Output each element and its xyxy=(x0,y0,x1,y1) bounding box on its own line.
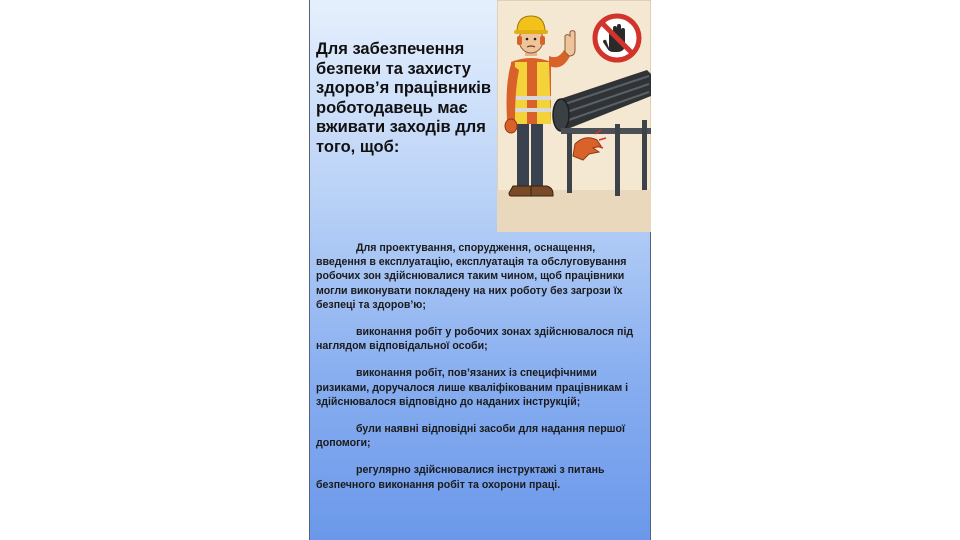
worker-conveyor-illustration xyxy=(497,0,651,232)
measure-item-4: були наявні відповідні засоби для надання першої допомоги; xyxy=(316,423,625,450)
page-heading: Для забезпечення безпеки та захисту здоров’я працівників роботодавець має вживати заходів для того, щоб: xyxy=(316,40,492,156)
measure-item-5: регулярно здійснювалися інструктажі з питань безпечного виконання робіт та охорони праці. xyxy=(316,464,605,491)
measure-item-2: виконання робіт у робочих зонах здійснювалося під наглядом відповідальної особи; xyxy=(316,326,634,353)
measure-item-3: виконання робіт, пов’язаних із специфічними ризиками, доручалося лише кваліфікованим працівникам і здійснювалося відповідно до наданих інструкцій; xyxy=(316,367,629,408)
no-touch-hand-icon xyxy=(595,16,639,60)
measures-list xyxy=(316,241,642,505)
measure-item-1: Для проектування, спорудження, оснащення, введення в експлуатацію, експлуатація та обслуговування робочих зон здійснювалися таким чином, щоб працівники могли виконувати покладену на них роботу без загрози їх безпеці та здоров’ю; xyxy=(316,242,627,311)
